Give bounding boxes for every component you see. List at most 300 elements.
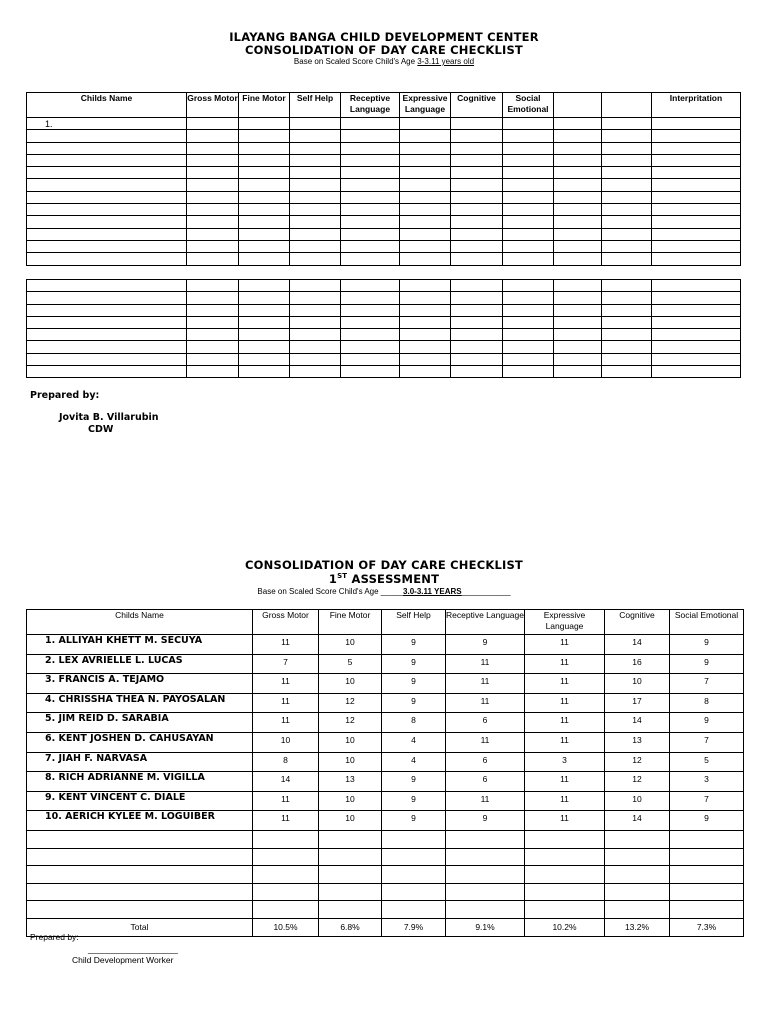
score-cell: 6 [446, 772, 525, 792]
table-cell [239, 191, 290, 203]
table-row [27, 240, 741, 252]
table-cell [290, 353, 341, 365]
score-cell: 9 [670, 713, 744, 733]
assessment-title [0, 572, 768, 586]
score-cell: 10 [319, 674, 382, 694]
table-cell [290, 316, 341, 328]
total-row [27, 918, 744, 936]
table-cell [400, 341, 451, 353]
table-cell [503, 130, 554, 142]
table-cell [446, 848, 525, 866]
table-row [27, 883, 744, 901]
table-row [27, 280, 741, 292]
table-cell [290, 179, 341, 191]
table-cell [341, 292, 400, 304]
score-cell: 10 [319, 635, 382, 655]
table-row [27, 142, 741, 154]
table-cell [670, 883, 744, 901]
table-row [27, 191, 741, 203]
score-cell: 13 [319, 772, 382, 792]
table-cell [319, 830, 382, 848]
score-cell: 9 [446, 811, 525, 831]
score-cell: 4 [382, 752, 446, 772]
table-cell [187, 329, 239, 341]
score-cell: 14 [253, 772, 319, 792]
score-cell: 10 [319, 752, 382, 772]
child-name: 9. KENT VINCENT C. DIALE [27, 791, 253, 811]
score-cell: 11 [253, 693, 319, 713]
table-cell [503, 216, 554, 228]
score-cell: 11 [525, 674, 605, 694]
table-cell [451, 253, 503, 265]
table-cell [602, 353, 652, 365]
score-cell: 9 [382, 811, 446, 831]
table-cell [451, 191, 503, 203]
subtitle2-age: 3.0-3.11 YEARS [403, 587, 462, 596]
table-cell [187, 316, 239, 328]
score-cell: 11 [446, 791, 525, 811]
age-subtitle [0, 57, 768, 66]
table-cell [27, 366, 187, 378]
checklist-title: CONSOLIDATION OF DAY CARE CHECKLIST [245, 43, 523, 57]
table-cell [503, 179, 554, 191]
table-cell [451, 292, 503, 304]
table-cell [652, 167, 741, 179]
table-cell [554, 154, 602, 166]
table-cell [27, 353, 187, 365]
col-header: Childs Name [27, 93, 187, 118]
table-cell [451, 280, 503, 292]
score-cell: 13 [605, 732, 670, 752]
score-cell: 4 [382, 732, 446, 752]
total-value: 13.2% [605, 918, 670, 936]
table-row [27, 901, 744, 919]
score-cell: 5 [670, 752, 744, 772]
table-cell [239, 204, 290, 216]
table-cell [554, 304, 602, 316]
table-cell [525, 866, 605, 884]
table-cell [239, 216, 290, 228]
table-cell [602, 280, 652, 292]
table-cell [290, 240, 341, 252]
table-cell [319, 883, 382, 901]
table-cell [602, 228, 652, 240]
table-cell [503, 366, 554, 378]
table-row [27, 674, 744, 694]
table-cell [341, 329, 400, 341]
table-cell [652, 240, 741, 252]
table-cell [503, 341, 554, 353]
table-cell [341, 228, 400, 240]
table-cell [290, 228, 341, 240]
assessment-number: 1 [328, 572, 338, 586]
table-cell [602, 154, 652, 166]
col-header: Self Help [382, 610, 446, 635]
score-cell: 3 [525, 752, 605, 772]
table-cell [451, 240, 503, 252]
table-cell [239, 167, 290, 179]
table-cell [451, 130, 503, 142]
table-cell [446, 901, 525, 919]
blank-rows-2 [27, 280, 741, 378]
table-row [27, 772, 744, 792]
child-name: 4. CHRISSHA THEA N. PAYOSALAN [27, 693, 253, 713]
section2-title: CONSOLIDATION OF DAY CARE CHECKLIST [245, 558, 523, 572]
table-cell [652, 142, 741, 154]
score-cell: 11 [525, 654, 605, 674]
table-cell [554, 253, 602, 265]
table-cell [27, 883, 253, 901]
table-cell [652, 353, 741, 365]
table-row [27, 130, 741, 142]
table-cell [400, 329, 451, 341]
table-cell [503, 204, 554, 216]
table-cell [602, 304, 652, 316]
table-cell [319, 866, 382, 884]
table-cell [503, 316, 554, 328]
table-cell [341, 204, 400, 216]
table-cell [554, 292, 602, 304]
score-cell: 3 [670, 772, 744, 792]
table-row [27, 292, 741, 304]
score-cell: 11 [525, 713, 605, 733]
col-header: Expressive Language [525, 610, 605, 635]
table-cell [670, 866, 744, 884]
table-row [27, 353, 741, 365]
table-cell [290, 329, 341, 341]
child-name: 3. FRANCIS A. TEJAMO [27, 674, 253, 694]
table-cell [602, 167, 652, 179]
score-cell: 10 [319, 791, 382, 811]
table-cell [602, 216, 652, 228]
table-cell [187, 179, 239, 191]
col-header: Cognitive [451, 93, 503, 118]
table-cell [239, 341, 290, 353]
col-header [602, 93, 652, 118]
score-cell: 12 [605, 772, 670, 792]
table-cell [451, 179, 503, 191]
table-cell [341, 154, 400, 166]
score-cell: 11 [446, 693, 525, 713]
table-cell [382, 866, 446, 884]
table-cell [382, 883, 446, 901]
table-cell [554, 329, 602, 341]
prepared-by-label: Prepared by: [30, 390, 100, 401]
table-cell [400, 179, 451, 191]
score-cell: 8 [670, 693, 744, 713]
table-cell [187, 353, 239, 365]
table-cell [400, 292, 451, 304]
table-cell [602, 191, 652, 203]
child-name: 5. JIM REID D. SARABIA [27, 713, 253, 733]
col-header: Fine Motor [239, 93, 290, 118]
table-cell [239, 154, 290, 166]
col-header: Gross Motor [187, 93, 239, 118]
score-cell: 11 [253, 635, 319, 655]
table-cell [341, 142, 400, 154]
table-cell [290, 280, 341, 292]
table-cell [503, 292, 554, 304]
score-cell: 7 [670, 674, 744, 694]
table-row [27, 118, 741, 130]
center-name: ILAYANG BANGA CHILD DEVELOPMENT CENTER [229, 30, 539, 44]
table-cell [652, 280, 741, 292]
col-header: Childs Name [27, 610, 253, 635]
score-cell: 12 [319, 693, 382, 713]
table-cell [239, 316, 290, 328]
table-cell [253, 883, 319, 901]
table-cell [27, 341, 187, 353]
table-cell [400, 253, 451, 265]
table-row [27, 316, 741, 328]
child-name: 7. JIAH F. NARVASA [27, 752, 253, 772]
table-cell [341, 304, 400, 316]
table-cell [341, 240, 400, 252]
table-cell [27, 130, 187, 142]
table-cell [27, 167, 187, 179]
col-header: Expressive Language [400, 93, 451, 118]
table-cell [554, 167, 602, 179]
table-cell [554, 353, 602, 365]
score-rows [27, 635, 744, 831]
table-cell [503, 154, 554, 166]
table-cell [290, 304, 341, 316]
table-cell [554, 280, 602, 292]
col-header: Receptive Language [446, 610, 525, 635]
table-cell [341, 253, 400, 265]
child-name: 1. ALLIYAH KHETT M. SECUYA [27, 635, 253, 655]
table-row [27, 366, 741, 378]
checklist-table-blank [26, 92, 741, 266]
table-cell [27, 179, 187, 191]
table-cell [400, 154, 451, 166]
score-cell: 10 [319, 732, 382, 752]
score-cell: 6 [446, 752, 525, 772]
child-name: 6. KENT JOSHEN D. CAHUSAYAN [27, 732, 253, 752]
col-header: Receptive Language [341, 93, 400, 118]
score-cell: 9 [382, 791, 446, 811]
prepared-by-label-2: Prepared by: [30, 932, 79, 942]
table-cell [341, 316, 400, 328]
table-cell [187, 130, 239, 142]
score-cell: 12 [605, 752, 670, 772]
table-cell [27, 866, 253, 884]
total-value: 7.9% [382, 918, 446, 936]
table-cell [290, 142, 341, 154]
score-cell: 10 [319, 811, 382, 831]
table-cell [239, 130, 290, 142]
col-header: Social Emotional [670, 610, 744, 635]
table-cell [503, 240, 554, 252]
table-cell [451, 366, 503, 378]
score-cell: 11 [253, 713, 319, 733]
total-value: 6.8% [319, 918, 382, 936]
table-cell [341, 353, 400, 365]
table-cell [400, 130, 451, 142]
table-cell [239, 329, 290, 341]
table-cell [341, 179, 400, 191]
table-cell [602, 329, 652, 341]
table-cell [652, 292, 741, 304]
table-cell [652, 191, 741, 203]
table-cell [27, 316, 187, 328]
table-cell [290, 216, 341, 228]
table-cell [605, 848, 670, 866]
table-cell [27, 228, 187, 240]
table-cell [602, 130, 652, 142]
table-cell [187, 280, 239, 292]
table-cell [554, 130, 602, 142]
table-row [27, 304, 741, 316]
score-cell: 6 [446, 713, 525, 733]
table-cell [290, 341, 341, 353]
table-cell [503, 142, 554, 154]
table1-header [27, 93, 741, 118]
table-cell [670, 848, 744, 866]
table-cell [451, 228, 503, 240]
table-cell [554, 240, 602, 252]
col-header: Social Emotional [503, 93, 554, 118]
score-cell: 16 [605, 654, 670, 674]
table-cell [652, 304, 741, 316]
table-cell [187, 304, 239, 316]
table-cell [652, 130, 741, 142]
table-row [27, 167, 741, 179]
total-label: Total [27, 918, 253, 936]
child-name: 10. AERICH KYLEE M. LOGUIBER [27, 811, 253, 831]
score-cell: 11 [446, 732, 525, 752]
table-cell [652, 253, 741, 265]
score-cell: 7 [670, 791, 744, 811]
score-cell: 9 [382, 654, 446, 674]
table-cell [253, 901, 319, 919]
score-cell: 9 [382, 772, 446, 792]
table-cell [239, 228, 290, 240]
table-cell [554, 228, 602, 240]
table-cell [605, 830, 670, 848]
table-cell [652, 216, 741, 228]
table-cell [400, 216, 451, 228]
subtitle2-prefix: Base on Scaled Score Child's Age _____ [257, 587, 404, 596]
table-cell [382, 848, 446, 866]
table-cell [652, 366, 741, 378]
table-row [27, 830, 744, 848]
table-cell [27, 216, 187, 228]
worker-role: Child Development Worker [72, 955, 174, 965]
col-header: Fine Motor [319, 610, 382, 635]
table-row [27, 635, 744, 655]
row-number: 1. [27, 118, 187, 130]
table-row [27, 713, 744, 733]
total-value: 10.5% [253, 918, 319, 936]
blank-rows-1 [27, 130, 741, 265]
preparer-name: Jovita B. Villarubin [59, 412, 159, 423]
score-cell: 7 [670, 732, 744, 752]
table-cell [341, 341, 400, 353]
assessment-ordinal: ST [337, 572, 348, 581]
table-row [27, 791, 744, 811]
table-cell [187, 240, 239, 252]
child-name: 8. RICH ADRIANNE M. VIGILLA [27, 772, 253, 792]
score-cell: 11 [525, 772, 605, 792]
table-cell [503, 191, 554, 203]
table-cell [187, 216, 239, 228]
table-cell [253, 866, 319, 884]
preparer-role: CDW [88, 424, 114, 435]
table-cell [605, 866, 670, 884]
table-row [27, 154, 741, 166]
table-cell [239, 253, 290, 265]
table-cell [602, 240, 652, 252]
table-cell [605, 901, 670, 919]
table-row [27, 811, 744, 831]
table-cell [400, 280, 451, 292]
table-cell [451, 154, 503, 166]
table-cell [554, 316, 602, 328]
table-cell [290, 130, 341, 142]
score-cell: 11 [253, 811, 319, 831]
table-cell [187, 154, 239, 166]
table-cell [27, 830, 253, 848]
table-cell [446, 866, 525, 884]
table-cell [187, 341, 239, 353]
score-cell: 10 [605, 791, 670, 811]
table-cell [602, 316, 652, 328]
table-row [27, 732, 744, 752]
table-cell [602, 292, 652, 304]
table-cell [187, 292, 239, 304]
table-cell [341, 280, 400, 292]
table-cell [382, 901, 446, 919]
table-cell [602, 341, 652, 353]
score-cell: 8 [253, 752, 319, 772]
table-cell [27, 292, 187, 304]
subtitle-age: 3-3.11 years old [417, 57, 475, 66]
table-cell [602, 204, 652, 216]
table-cell [605, 883, 670, 901]
score-cell: 7 [253, 654, 319, 674]
table-cell [400, 204, 451, 216]
table-cell [503, 353, 554, 365]
table-cell [652, 179, 741, 191]
score-cell: 14 [605, 635, 670, 655]
score-cell: 9 [670, 654, 744, 674]
table-row [27, 341, 741, 353]
score-cell: 17 [605, 693, 670, 713]
col-header [554, 93, 602, 118]
table-cell [451, 216, 503, 228]
table-cell [27, 204, 187, 216]
table-cell [525, 848, 605, 866]
table-cell [290, 191, 341, 203]
table-cell [27, 304, 187, 316]
table-cell [341, 216, 400, 228]
table-cell [382, 830, 446, 848]
col-header: Gross Motor [253, 610, 319, 635]
table-cell [239, 353, 290, 365]
table-cell [525, 883, 605, 901]
table-row [27, 866, 744, 884]
table-cell [525, 901, 605, 919]
table-cell [27, 329, 187, 341]
table-row [27, 329, 741, 341]
signature-line: ___________________ [88, 944, 178, 954]
table-cell [503, 280, 554, 292]
table-cell [290, 204, 341, 216]
table-cell [319, 848, 382, 866]
table-cell [290, 167, 341, 179]
table-cell [239, 292, 290, 304]
